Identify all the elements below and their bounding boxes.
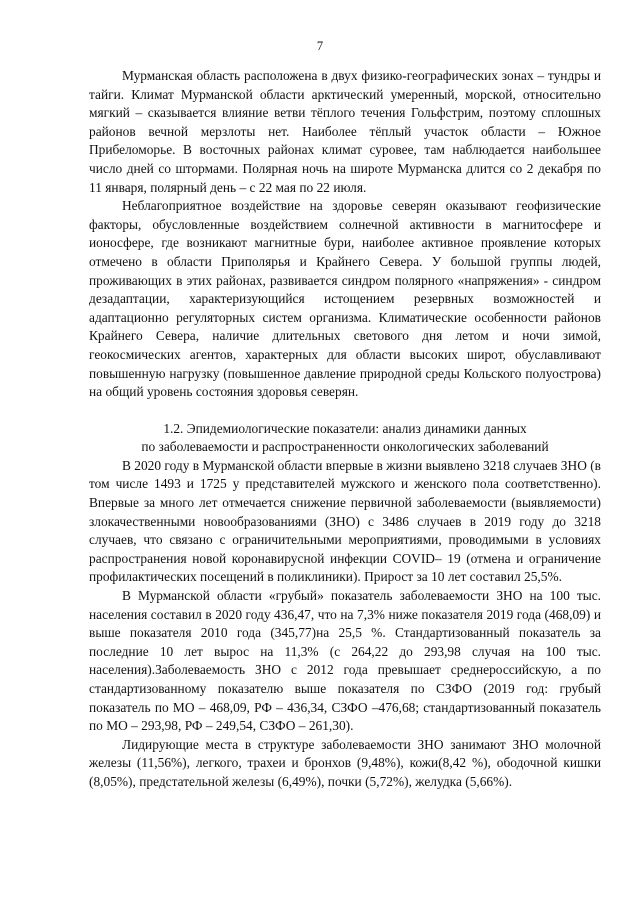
intro-paragraph-1: Мурманская область расположена в двух физико-географических зонах – тундры и тайги. Климат Мурманской области арктический умеренный, морской, относительно мягкий – сказывается влияние ветви тёплого течения Гольфстрим, поэтому сплошных районов вечной мерзлоты нет. Наиболее тёплый участок области – Южное Прибеломорье. В восточных районах климат суровее, там наблюдается наибольшее число дней со штормами. Полярная ночь на широте Мурманска длится со 2 декабря по 11 января, полярный день – с 22 мая по 22 июля. [89, 68, 601, 195]
section-paragraph-2: В Мурманской области «грубый» показатель заболеваемости ЗНО на 100 тыс. населения составил в 2020 году 436,47, что на 7,3% ниже показателя 2019 года (468,09) и выше показателя 2010 года (345,77)на 25,5 %. Стандартизованный показатель за последние 10 лет вырос на 11,3% (с 264,22 до 293,98 случая на 100 тыс. населения).Заболеваемость ЗНО с 2012 года превышает среднероссийскую, а по стандартизованному показателю выше показателя по СЗФО (2019 год: грубый показатель по МО – 468,09, РФ – 436,34, СЗФО –476,68; стандартизованный показатель по МО – 293,98, РФ – 249,54, СЗФО – 261,30). [89, 588, 601, 734]
section-paragraph-1: В 2020 году в Мурманской области впервые в жизни выявлено 3218 случаев ЗНО (в том числе 1493 и 1725 у представителей мужского и женского пола соответственно). Впервые за много лет отмечается снижение первичной заболеваемости (выявляемости) злокачественными новообразованиями (ЗНО) с 3486 случаев в 2019 году до 3218 случаев, что связано с ограничительными мероприятиями, проводимыми в условиях распространения новой коронавирусной инфекции COVID– 19 (отмена и ограничение профилактических посещений в поликлиники). Прирост за 10 лет составил 25,5%. [89, 457, 601, 585]
intro-paragraph-2: Неблагоприятное воздействие на здоровье северян оказывают геофизические факторы, обусловленные воздействием солнечной активности в магнитосфере и ионосфере, где возникают магнитные бури, наиболее активное проявление которых отмечено в области Приполярья и Крайнего Севера. У большой группы людей, проживающих в этих районах, развивается синдром полярного «напряжения» - синдром дезадаптации, характеризующийся истощением резервных возможностей и адаптационно регуляторных систем организма. Климатические особенности районов Крайнего Севера, наличие длительных светового дня летом и ночи зимой, геокосмических агентов, характерных для области высоких широт, обуславливают повышенную нагрузку (повышенное давление природной среды Кольского полуострова) на общий уровень состояния здоровья северян. [89, 198, 601, 400]
section-paragraph-3: Лидирующие места в структуре заболеваемости ЗНО занимают ЗНО молочной железы (11,56%), легкого, трахеи и бронхов (9,48%), кожи(8,42 %), ободочной кишки (8,05%), предстательной железы (6,49%), почки (5,72%), желудка (5,66%). [89, 736, 601, 789]
document-body [89, 67, 601, 792]
page-number: 7 [316, 39, 324, 53]
section-heading [89, 420, 601, 457]
section-heading-line-1: 1.2. Эпидемиологические показатели: анализ динамики данных [163, 420, 527, 436]
section-spacer [89, 402, 601, 420]
section-heading-line-2: по заболеваемости и распространенности онкологических заболеваний [141, 439, 549, 455]
